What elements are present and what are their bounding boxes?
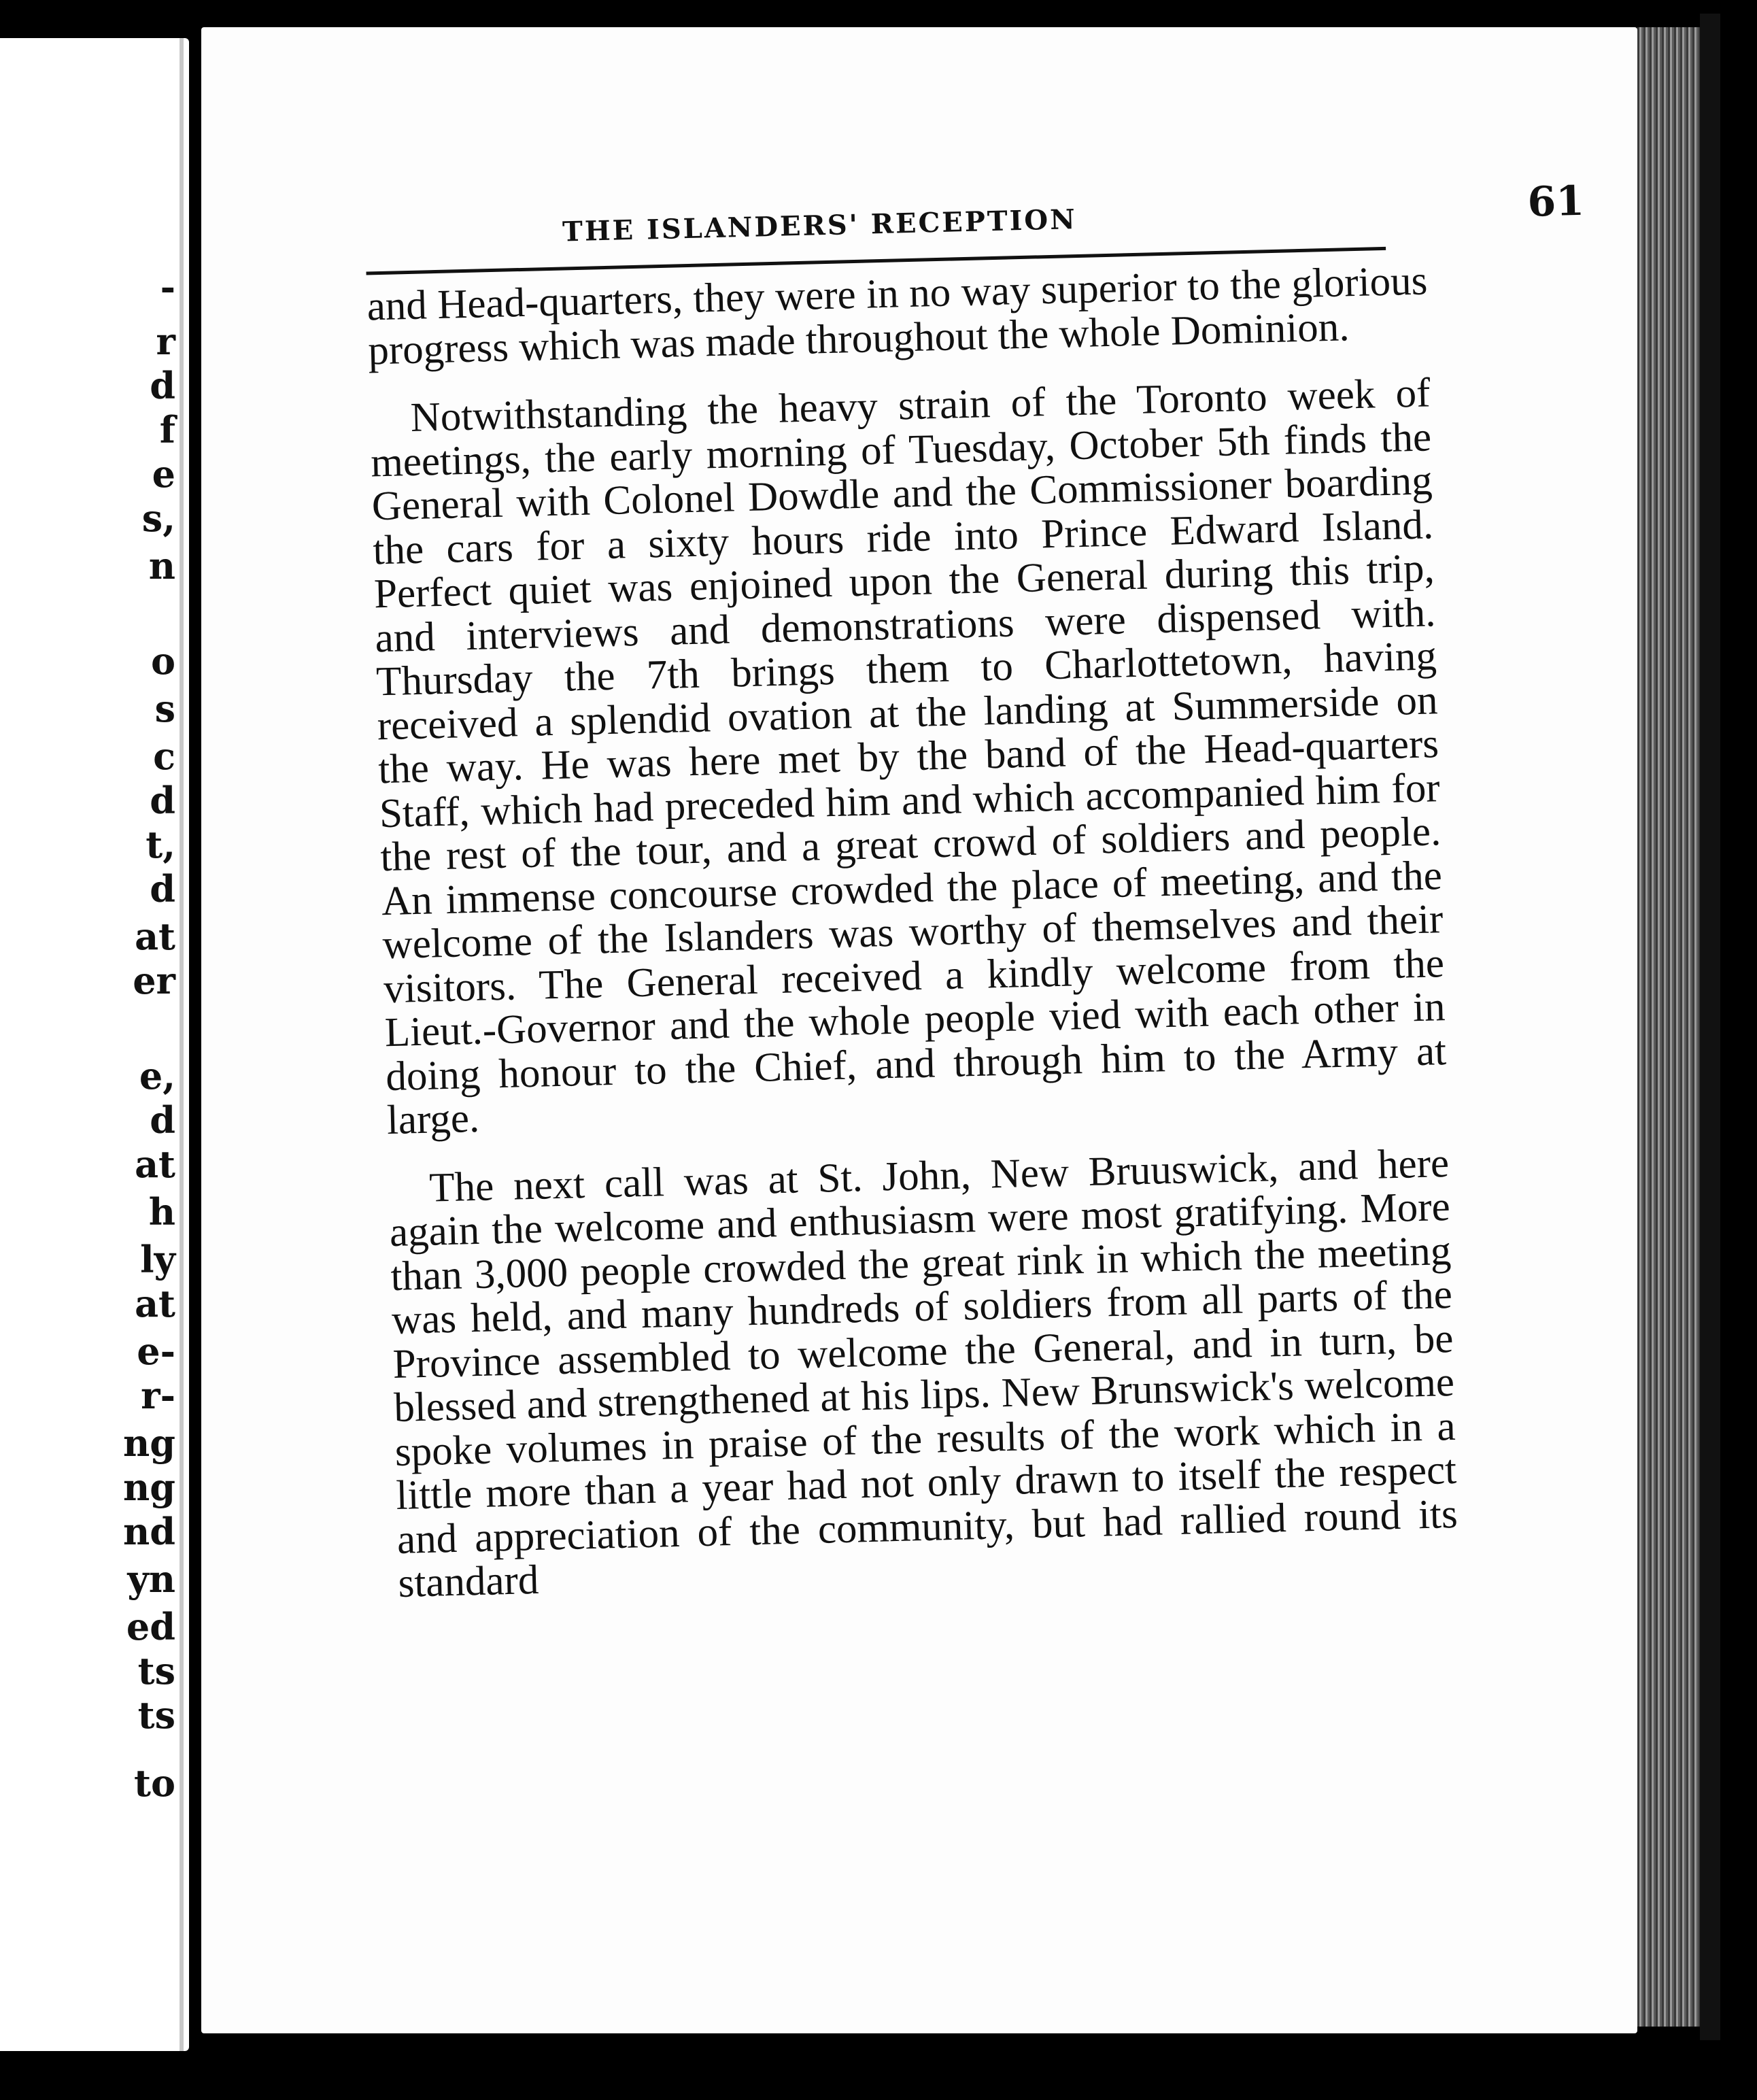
body-text bbox=[366, 259, 1460, 1630]
facing-page-fragment: e- bbox=[137, 1330, 175, 1373]
facing-page-fragment: n bbox=[148, 544, 175, 588]
book-cover-edge bbox=[1700, 14, 1720, 2040]
facing-page-fragment: o bbox=[150, 639, 175, 683]
facing-page-fragment: r- bbox=[141, 1374, 175, 1417]
facing-page-fragment: r bbox=[156, 320, 175, 363]
facing-page-fragment: at bbox=[135, 1142, 175, 1186]
facing-page-fragment: e bbox=[152, 452, 175, 496]
facing-page-fragment: t, bbox=[146, 823, 175, 866]
book-page bbox=[201, 27, 1637, 2033]
facing-page-fragment: e, bbox=[139, 1054, 175, 1098]
facing-page-fragment: c bbox=[153, 734, 175, 778]
paragraph: and Head-quarters, they were in no way superior to the glorious progress which was made throughout the whole Dominion. bbox=[366, 258, 1429, 373]
facing-page bbox=[0, 38, 189, 2051]
facing-page-fragment: ts bbox=[137, 1649, 175, 1693]
facing-page-fragment: yn bbox=[127, 1557, 175, 1601]
facing-page-fragment: ng bbox=[122, 1466, 175, 1509]
facing-page-fragment: d bbox=[150, 779, 175, 822]
facing-page-fragment: s, bbox=[141, 496, 175, 540]
facing-page-fragment: d bbox=[150, 1098, 175, 1142]
page-number: 61 bbox=[1526, 177, 1585, 226]
facing-page-fragment: ed bbox=[126, 1605, 175, 1648]
paragraph: The next call was at St. John, New Bruuswick, and here again the welcome and enthusiasm were most gratifying. More than 3,000 people crowded the great rink in which the meeting was held, and many hundreds of soldiers from all parts of the Province assembled to welcome the General, and in turn, be blessed and strengthened at his lips. New Brunswick's welcome spoke volumes in praise of the results of the work which in a little more than a year had not only drawn to itself the respect and appreciation of the community, but had rallied round its standard bbox=[389, 1140, 1459, 1606]
facing-page-fragment: at bbox=[135, 915, 175, 958]
running-head: THE ISLANDERS' RECEPTION bbox=[562, 203, 1078, 248]
page-content bbox=[201, 27, 1637, 2033]
facing-page-fragment: ts bbox=[137, 1693, 175, 1737]
facing-page-fragment: nd bbox=[122, 1510, 175, 1553]
facing-page-edge bbox=[180, 38, 184, 2051]
facing-page-fragment: d bbox=[150, 867, 175, 911]
facing-page-fragment: ly bbox=[140, 1238, 175, 1281]
facing-page-fragment: ng bbox=[122, 1421, 175, 1465]
facing-page-fragment: h bbox=[148, 1190, 175, 1234]
page-header bbox=[364, 177, 1590, 269]
facing-page-fragment: d bbox=[150, 364, 175, 407]
facing-page-fragment: s bbox=[154, 687, 175, 730]
paragraph: Notwithstanding the heavy strain of the Toronto week of meetings, the early morning of Tuesday, October 5th finds the General with Colonel Dowdle and the Commissioner boarding the cars for a sixty hours ride into Prince Edward Island. Perfect quiet was enjoined upon the General during this trip, and interviews and demonstrations were dispensed with. Thursday the 7th brings them to Charlottetown, having received a splendid ovation at the landing at Summerside on the way. He was here met by the band of the Head-quarters Staff, which had preceded him and which accompanied him for the rest of the tour, and a great crowd of soldiers and people. An immense concourse crowded the place of meeting, and the welcome of the Islanders was worthy of themselves and their visitors. The General received a kindly welcome from the Lieut.-Governor and the whole people vied with each other in doing honour to the Chief, and through him to the Army at large. bbox=[370, 370, 1447, 1144]
facing-page-fragment: - bbox=[160, 265, 175, 309]
facing-page-fragment: f bbox=[159, 408, 175, 452]
facing-page-fragment: er bbox=[133, 959, 175, 1002]
facing-page-fragment: at bbox=[135, 1282, 175, 1325]
facing-page-fragment: to bbox=[134, 1761, 175, 1805]
